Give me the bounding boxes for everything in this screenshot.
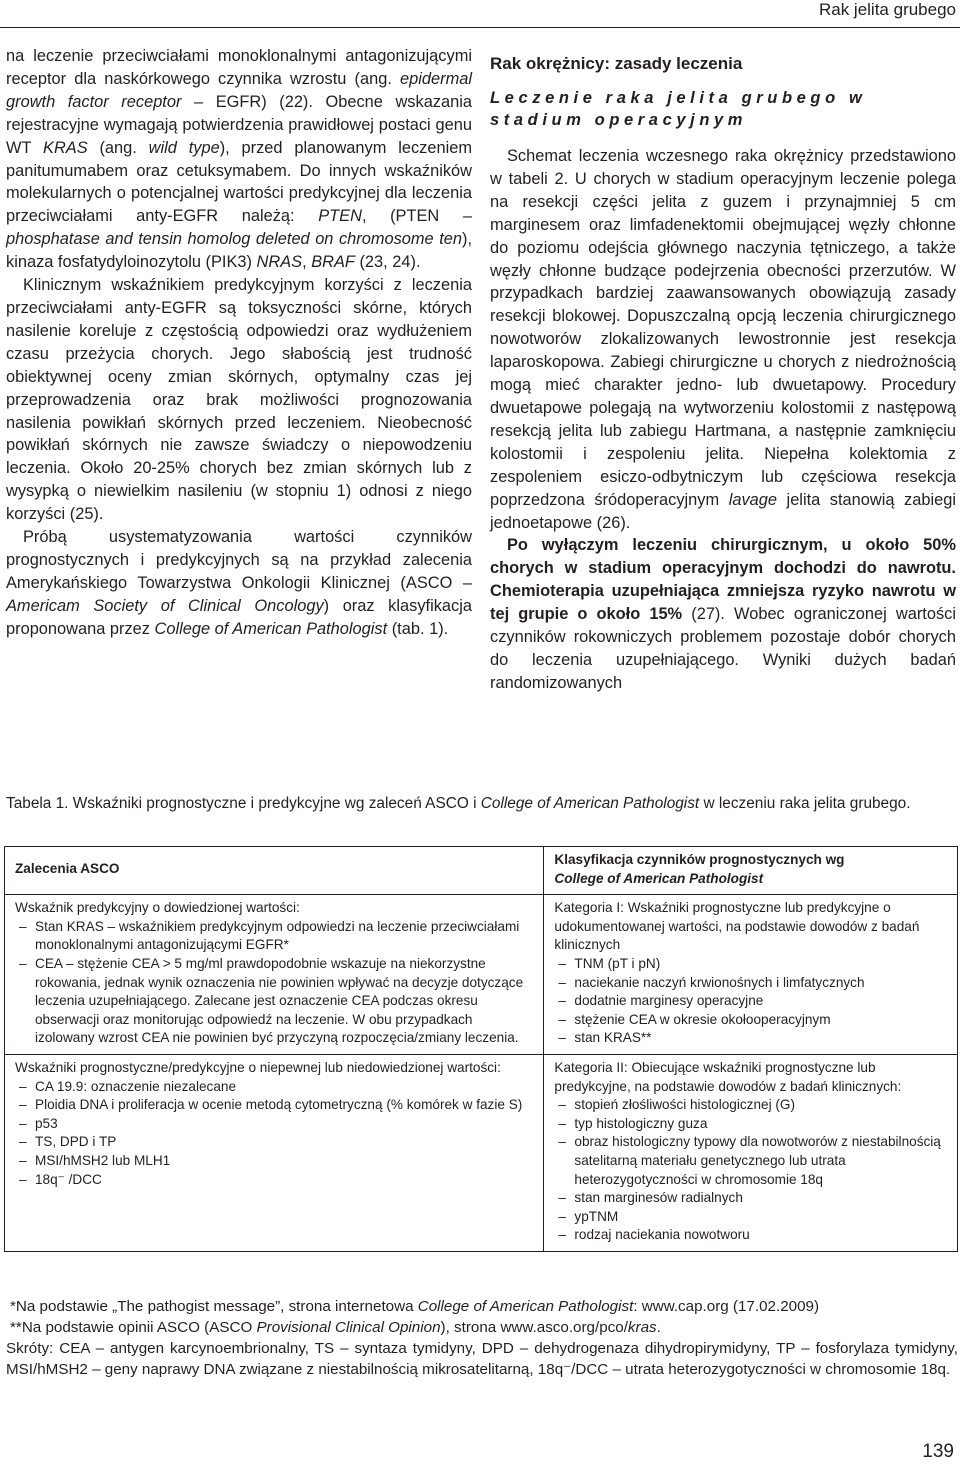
italic-run: BRAF [311, 253, 355, 272]
italic-run: kras [627, 1319, 657, 1336]
list-item: – stężenie CEA w okresie okołooperacyjnym [574, 1011, 947, 1030]
list-item: – CEA – stężenie CEA > 5 mg/ml prawdopodobnie wskazuje na niekorzystne rokowania, jednak wynik oznaczenia nie powinien wpływać na decyzje dotyczące leczenia uzupełniającego. Zalecane jest oznaczenie CEA podczas okresu obserwacji oraz monitorując odpowiedź na leczenie. W obu przypadkach izolowany wzrost CEA nie powinien być przyczyną rozpoczęcia/zmiany leczenia. [35, 955, 533, 1048]
text-run: (ang. [87, 138, 149, 157]
table-cell [5, 895, 544, 1055]
header-rule [0, 27, 960, 28]
footnotes [6, 1296, 958, 1380]
list-item: – TS, DPD i TP [35, 1133, 533, 1152]
cell-list [554, 955, 947, 1048]
text-run: – EGFR) (22). Obecne wskazania rejestracyjne wymagają potwierdzenia prawidłowej postaci genu WT [6, 92, 472, 157]
cell-intro: Wskaźnik predykcyjny o dowiedzionej wartości: [15, 900, 300, 916]
list-item: – TNM (pT i pN) [574, 955, 947, 974]
footnote-1 [6, 1296, 958, 1317]
left-column [6, 45, 472, 641]
italic-run: lavage [728, 490, 777, 509]
cell-list [554, 1096, 947, 1245]
italic-run: Provisional Clinical Opinion [256, 1319, 441, 1336]
italic-run: College of American Pathologist [154, 619, 388, 638]
italic-run: PTEN [318, 207, 362, 226]
text-run: (23, 24). [354, 253, 421, 272]
italic-run: College of American Pathologist [480, 795, 700, 812]
list-item: – dodatnie marginesy operacyjne [574, 992, 947, 1011]
italic-run: wild type [148, 138, 220, 157]
cell-intro: Kategoria I: Wskaźniki prognostyczne lub predykcyjne o udokumentowanej wartości, na podstawie dowodów z badań klinicznych [554, 900, 920, 953]
section-title: Rak okrężnicy: zasady leczenia [490, 54, 743, 73]
page-number: 139 [922, 1441, 954, 1462]
table-1 [4, 846, 958, 1252]
italic-run: phosphatase and tensin homolog deleted on chromosome ten [6, 230, 462, 249]
text-run: , (PTEN – [361, 207, 472, 226]
abbreviations: Skróty: CEA – antygen karcynoembrionalny, TS – syntaza tymidyny, DPD – dehydrogenaza dihydropirymidyny, TP – fosforylaza tymidyny, MSI/hMSH2 – geny naprawy DNA związane z niestabilnością mikrosatelitarną, 18q⁻/DCC – utrata heterozygotyczności w chromosomie 18q. [6, 1340, 958, 1378]
list-item: – stan marginesów radialnych [574, 1189, 947, 1208]
list-item: – naciekanie naczyń krwionośnych i limfatycznych [574, 974, 947, 993]
table-header-cap-line2: College of American Pathologist [554, 870, 764, 886]
text-run: : www.cap.org (17.02.2009) [633, 1298, 820, 1315]
subsection-title: Leczenie raka jelita grubego w stadium operacyjnym [490, 89, 867, 129]
text-run: (tab. 1). [387, 619, 449, 638]
table-caption [6, 794, 958, 814]
bold-statement: Po wyłączym leczeniu chirurgicznym, u około 50% chorych w stadium operacyjnym dochodzi do nawrotu. Chemioterapia uzupełniająca zmniejsza ryzyko nawrotu w tej grupie o około 15% [490, 536, 956, 624]
table-row [5, 895, 958, 1055]
list-item: – stan KRAS** [574, 1029, 947, 1048]
cell-intro: Wskaźniki prognostyczne/predykcyjne o niepewnej lub niedowiedzionej wartości: [15, 1059, 501, 1075]
left-paragraph-3 [6, 526, 472, 641]
table-header-asco: Zalecenia ASCO [5, 847, 544, 895]
right-paragraph-2 [490, 534, 956, 694]
table-header-cap-line1: Klasyfikacja czynników prognostycznych wg [554, 852, 845, 867]
running-header: Rak jelita grubego [818, 0, 956, 19]
text-run: . [656, 1319, 661, 1336]
list-item: – ypTNM [574, 1208, 947, 1227]
table-header-row [5, 847, 958, 895]
right-paragraph-1 [490, 145, 956, 534]
left-paragraph-1 [6, 45, 472, 274]
right-paragraph-2-rest: (27). Wobec ograniczonej wartości czynników rokowniczych problemem pozostaje dobór chorych do leczenia uzupełniającego. Wyniki dużych badań randomizowanych [490, 605, 957, 692]
cell-list [15, 918, 533, 1048]
italic-run: epidermal growth factor receptor [6, 69, 472, 111]
cell-list [15, 1078, 533, 1190]
text-run: , [302, 253, 312, 272]
list-item: – CA 19.9: oznaczenie niezalecane [35, 1078, 533, 1097]
list-item: – typ histologiczny guza [574, 1115, 947, 1134]
text-run: **Na podstawie opinii ASCO (ASCO [10, 1319, 257, 1336]
table-cell [5, 1054, 544, 1251]
cell-intro: Kategoria II: Obiecujące wskaźniki prognostyczne lub predykcyjne, na podstawie dowodów z badań klinicznych: [554, 1059, 902, 1094]
list-item: – rodzaj naciekania nowotworu [574, 1226, 947, 1245]
table-cell [544, 1054, 958, 1251]
italic-run: NRAS [256, 253, 303, 272]
text-run: ) oraz klasyfikacja proponowana przez [6, 596, 472, 638]
text-run: jelita stanowią zabiegi jednoetapowe (26). [490, 490, 956, 532]
list-item: – Ploidia DNA i proliferacja w ocenie metodą cytometryczną (% komórek w fazie S) [35, 1096, 533, 1115]
list-item: – p53 [35, 1115, 533, 1134]
footnote-2 [6, 1317, 958, 1338]
text-run: *Na podstawie „The pathogist message”, strona internetowa [10, 1298, 418, 1315]
text-run: ), kinaza fosfatydyloinozytolu (PIK3) [6, 230, 472, 272]
text-run: Próbą usystematyzowania wartości czynników prognostycznych i predykcyjnych są na przykład zalecenia Amerykańskiego Towarzystwa Onkologii Klinicznej (ASCO – [6, 528, 472, 592]
italic-run: College of American Pathologist [417, 1298, 634, 1315]
text-run: ), strona www.asco.org/pco/ [440, 1319, 628, 1336]
table-header-cap [544, 847, 958, 895]
italic-run: Americam Society of Clinical Oncology [6, 596, 324, 615]
list-item: – obraz histologiczny typowy dla nowotworów z niestabilnością satelitarną materiału genetycznego lub utrata heterozygotyczności w chromosomie 18q [574, 1133, 947, 1189]
text-run: na leczenie przeciwciałami monoklonalnymi antagonizującymi receptor dla naskórkowego czynnika wzrostu (ang. [6, 47, 472, 88]
list-item: – Stan KRAS – wskaźnikiem predykcyjnym odpowiedzi na leczenie przeciwciałami monoklonalnymi antagonizującymi EGFR* [35, 918, 533, 955]
list-item: – MSI/hMSH2 lub MLH1 [35, 1152, 533, 1171]
text-run: w leczeniu raka jelita grubego. [699, 795, 911, 812]
text-run: Tabela 1. Wskaźniki prognostyczne i predykcyjne wg zaleceń ASCO i [6, 795, 481, 812]
left-paragraph-2: Klinicznym wskaźnikiem predykcyjnym korzyści z leczenia przeciwciałami anty-EGFR są toksyczności skórne, których nasilenie koreluje z częstością odpowiedzi oraz wydłużeniem czasu przeżycia chorych. Jego słabością jest trudność obiektywnej oceny zmian skórnych, optymalny czas jej przeprowadzenia oraz brak możliwości prognozowania nasilenia powikłań skórnych przed leczeniem. Nieobecność powikłań skórnych nie zawsze świadczy o niepowodzeniu leczenia. Około 20-25% chorych bez zmian skórnych lub z wysypką o niewielkim nasileniu (w stopniu 1) odnosi z niego korzyści (25). [6, 276, 472, 524]
list-item: – stopień złośliwości histologicznej (G) [574, 1096, 947, 1115]
table-cell [544, 895, 958, 1055]
right-column [490, 45, 956, 695]
italic-run: KRAS [43, 138, 88, 157]
list-item: – 18q⁻ /DCC [35, 1171, 533, 1190]
text-run: Schemat leczenia wczesnego raka okrężnicy przedstawiono w tabeli 2. U chorych w stadium operacyjnym leczenie polega na resekcji części jelita z guzem i przynajmniej 5 cm marginesem oraz limfadenektomii obejmującej węzły chłonne do poziomu odejścia głównego naczynia tętniczego, a także węzły chłonne budzące podejrzenia obecności przerzutów. W przypadkach bardziej zaawansowanych obowiązują zasady resekcji blokowej. Dopuszczalną opcją leczenia chirurgicznego nowotworów zlokalizowanych lewostronnie jest resekcja laparoskopowa. Zabiegi chirurgiczne u chorych z niedrożnością mogą mieć charakter jedno- lub dwuetapowy. Procedury dwuetapowe polegają na wytworzeniu kolostomii z następową resekcją jelita lub zabiegu Hartmana, a następnie zamknięciu kolostomii i zespoleniu jelita. Niepełna kolektomia z zespoleniem esiczo-odbytniczym lub częściowa resekcja poprzedzona śródoperacyjnym [490, 147, 956, 509]
table-row [5, 1054, 958, 1251]
text-run: ), przed planowanym leczeniem panitumumabem oraz cetuksymabem. Do innych wskaźników molekularnych o potencjalnej wartości predykcyjnej dla leczenia przeciwciałami anty-EGFR należą: [6, 138, 472, 226]
